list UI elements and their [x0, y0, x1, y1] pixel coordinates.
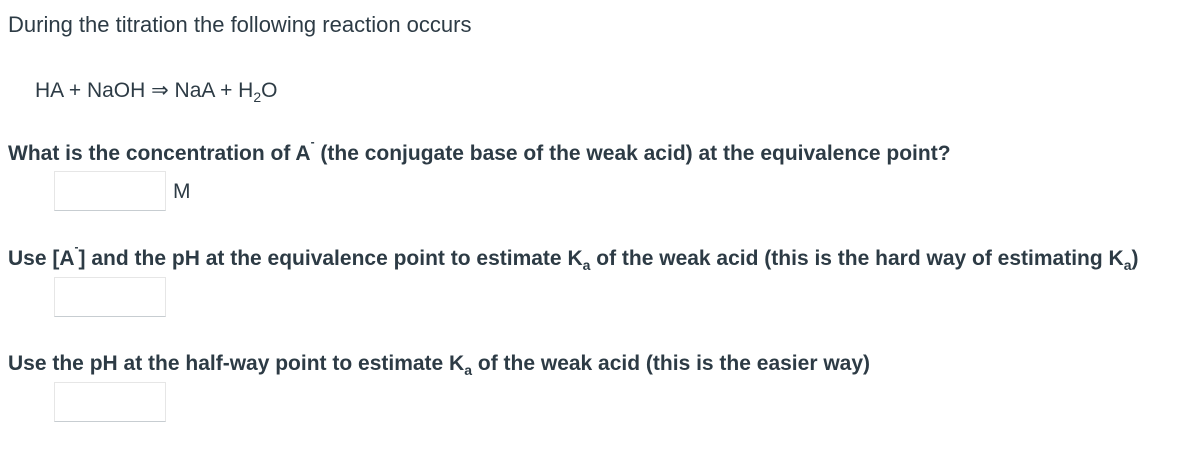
ka-equivalence-answer-input[interactable]	[54, 277, 166, 317]
q2-text-3: of the weak acid (this is the hard way of estimating K	[590, 247, 1124, 270]
q2-superscript: -	[74, 240, 79, 254]
q3-subscript: a	[464, 362, 473, 379]
q2-subscript-2: a	[1123, 257, 1132, 274]
q3-text-1: Use the pH at the half-way point to estimate K	[8, 352, 465, 375]
question-ka-equivalence	[8, 240, 1139, 274]
ka-halfway-answer-input[interactable]	[54, 382, 166, 422]
q1-superscript: -	[310, 135, 315, 149]
question-ka-halfway	[8, 352, 871, 379]
reaction-equation	[35, 78, 278, 106]
question-concentration	[8, 135, 951, 166]
q2-subscript-1: a	[582, 257, 591, 274]
q3-text-2: of the weak acid (this is the easier way)	[472, 352, 871, 375]
unit-label: M	[173, 180, 191, 203]
q2-text-2: ] and the pH at the equivalence point to estimate K	[78, 247, 583, 270]
q2-text-4: )	[1131, 247, 1139, 270]
equation-right: O	[261, 79, 278, 102]
equation-subscript: 2	[253, 89, 262, 106]
q1-text-before: What is the concentration of A	[8, 142, 311, 165]
intro-text: During the titration the following reaction occurs	[8, 12, 472, 37]
equation-left: HA + NaOH ⇒ NaA + H	[35, 79, 254, 102]
concentration-answer-input[interactable]	[54, 171, 166, 211]
q2-text-1: Use [A	[8, 247, 75, 270]
q1-text-after: (the conjugate base of the weak acid) at the equivalence point?	[314, 142, 951, 165]
